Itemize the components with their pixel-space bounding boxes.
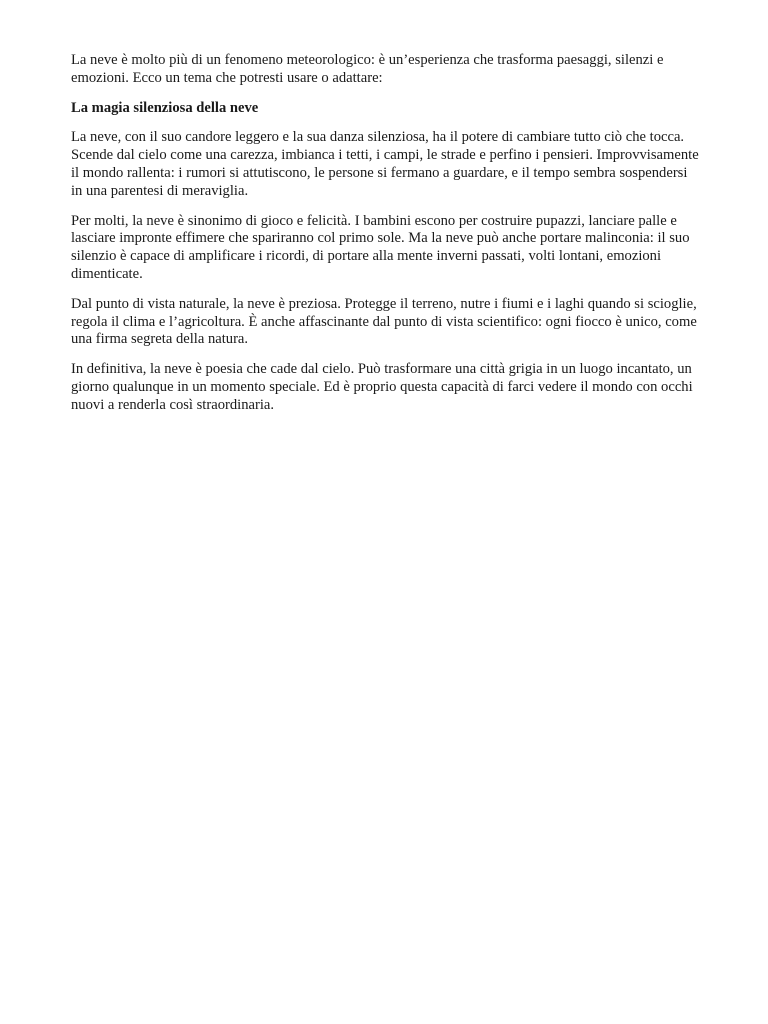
body-paragraph-1: La neve, con il suo candore leggero e la sua danza silenziosa, ha il potere di cambiare tutto ciò che tocca. Scende dal cielo come una carezza, imbianca i tetti, i campi, le strade e perfino i pensieri. Improvvisamente il mondo rallenta: i rumori si attutiscono, le persone si fermano a guardare, e il tempo sembra sospendersi in una parentesi di meraviglia. <box>71 129 699 199</box>
intro-paragraph: La neve è molto più di un fenomeno meteorologico: è un’esperienza che trasforma paesaggi, silenzi e emozioni. Ecco un tema che potresti usare o adattare: <box>71 52 664 86</box>
body-paragraph-3: Dal punto di vista naturale, la neve è preziosa. Protegge il terreno, nutre i fiumi e i laghi quando si scioglie, regola il clima e l’agricoltura. È anche affascinante dal punto di vista scientifico: ogni fiocco è unico, come una firma segreta della natura. <box>71 295 697 348</box>
document-body <box>71 52 701 427</box>
body-paragraph-4: In definitiva, la neve è poesia che cade dal cielo. Può trasformare una città grigia in un luogo incantato, un giorno qualunque in un momento speciale. Ed è proprio questa capacità di farci vedere il mondo con occhi nuovi a renderla così straordinaria. <box>71 361 693 413</box>
essay-title: La magia silenziosa della neve <box>71 99 259 116</box>
body-paragraph-2: Per molti, la neve è sinonimo di gioco e felicità. I bambini escono per costruire pupazzi, lanciare palle e lasciare impronte effimere che spariranno col primo sole. Ma la neve può anche portare malinconia: il suo silenzio è capace di amplificare i ricordi, di portare alla mente inverni passati, volti lontani, emozioni dimenticate. <box>71 212 690 282</box>
